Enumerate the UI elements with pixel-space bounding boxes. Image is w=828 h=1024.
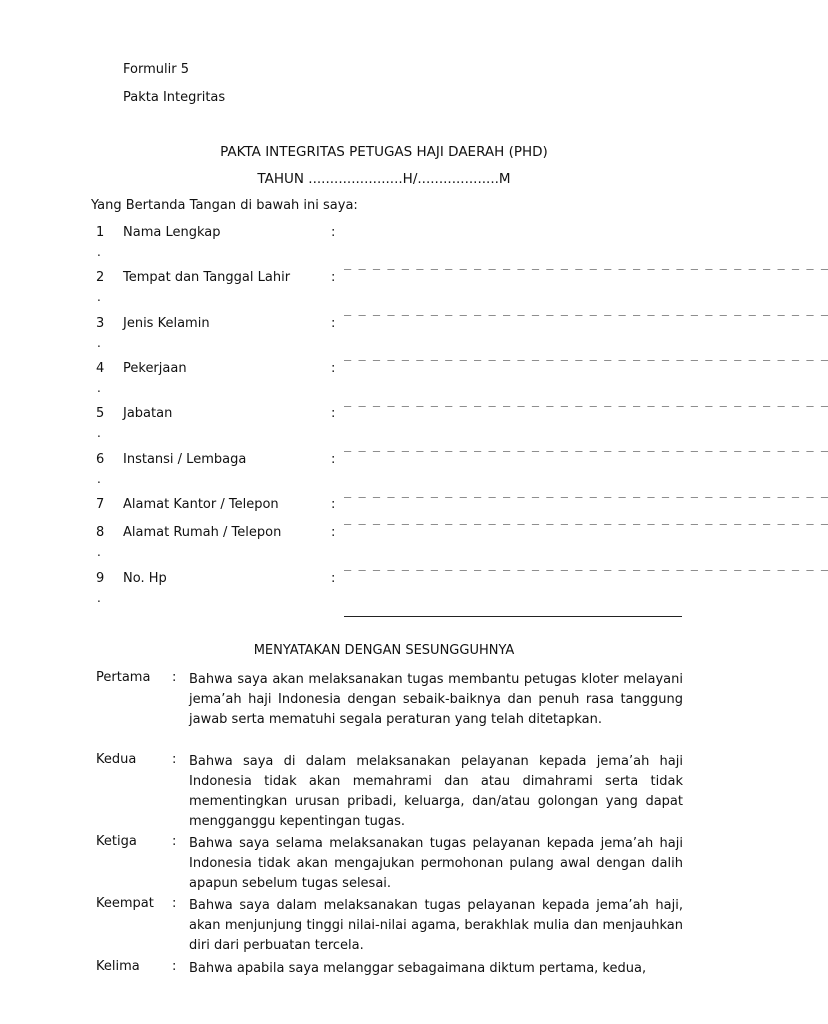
statement-term: Kedua	[96, 752, 137, 767]
field-number: 7	[96, 497, 105, 512]
statement-colon: :	[172, 834, 177, 849]
statement-colon: :	[172, 752, 177, 767]
field-number-dot: .	[97, 336, 101, 350]
blank-line-3[interactable]: _ _ _ _ _ _ _ _ _ _ _ _ _ _ _ _ _ _ _ _ _ _ _ _ _ _ _ _ _ _ _ _ _ _	[344, 347, 828, 361]
field-label: No. Hp	[123, 571, 167, 586]
field-number: 6	[96, 452, 105, 467]
field-colon: :	[331, 452, 336, 467]
field-colon: :	[331, 361, 336, 376]
blank-line-8[interactable]: _ _ _ _ _ _ _ _ _ _ _ _ _ _ _ _ _ _ _ _ _ _ _ _ _ _ _ _ _ _ _ _ _ _	[344, 557, 828, 571]
field-label: Tempat dan Tanggal Lahir	[123, 270, 291, 285]
statement-text: Bahwa saya dalam melaksanakan tugas pelayanan kepada jema’ah haji, akan menjunjung tinggi nilai-nilai agama, berakhlak mulia dan menjauhkan diri dari perbuatan tercela.	[189, 898, 683, 953]
field-number-dot: .	[97, 426, 101, 440]
statement-text: Bahwa saya akan melaksanakan tugas membantu petugas kloter melayani jema’ah haji Indonesia dengan sebaik-baiknya dan penuh rasa tanggung jawab serta mematuhi segala peraturan yang telah ditetapkan.	[189, 672, 683, 727]
field-number: 3	[96, 316, 105, 331]
field-colon: :	[331, 225, 336, 240]
field-colon: :	[331, 406, 336, 421]
form-number: Formulir 5	[123, 62, 189, 77]
field-label: Pekerjaan	[123, 361, 187, 376]
field-colon: :	[331, 270, 336, 285]
field-label: Jabatan	[123, 406, 173, 421]
field-number-dot: .	[97, 545, 101, 559]
field-label: Alamat Kantor / Telepon	[123, 497, 279, 512]
field-number: 9	[96, 571, 105, 586]
field-label: Instansi / Lembaga	[123, 452, 247, 467]
statement-text: Bahwa apabila saya melanggar sebagaimana diktum pertama, kedua,	[189, 961, 647, 976]
field-number-dot: .	[97, 381, 101, 395]
field-label: Alamat Rumah / Telepon	[123, 525, 282, 540]
statement-term: Pertama	[96, 670, 151, 685]
form-name: Pakta Integritas	[123, 90, 226, 105]
statement-text: Bahwa saya di dalam melaksanakan pelayanan kepada jema’ah haji Indonesia tidak akan memahrami dan atau dimahrami serta tidak mementingkan urusan pribadi, keluarga, dan/atau golongan yang dapat mengganggu kepentingan tugas.	[189, 754, 683, 829]
field-number-dot: .	[97, 290, 101, 304]
statement-text: Bahwa saya selama melaksanakan tugas pelayanan kepada jema’ah haji Indonesia tidak akan mengajukan permohonan pulang awal dengan dalih apapun sebelum tugas selesai.	[189, 836, 683, 891]
intro-text: Yang Bertanda Tangan di bawah ini saya:	[91, 198, 358, 213]
statement-term: Keempat	[96, 896, 154, 911]
statement-colon: :	[172, 670, 177, 685]
field-label: Nama Lengkap	[123, 225, 221, 240]
document-title: PAKTA INTEGRITAS PETUGAS HAJI DAERAH (PHD)	[220, 144, 548, 160]
blank-line-7[interactable]: _ _ _ _ _ _ _ _ _ _ _ _ _ _ _ _ _ _ _ _ _ _ _ _ _ _ _ _ _ _ _ _ _ _	[344, 511, 828, 525]
statement-colon: :	[172, 959, 177, 974]
blank-line-6[interactable]: _ _ _ _ _ _ _ _ _ _ _ _ _ _ _ _ _ _ _ _ _ _ _ _ _ _ _ _ _ _ _ _ _ _	[344, 484, 828, 498]
statement-term: Kelima	[96, 959, 140, 974]
declaration-heading: MENYATAKAN DENGAN SESUNGGUHNYA	[253, 643, 515, 658]
field-colon: :	[331, 497, 336, 512]
field-number: 1	[96, 225, 105, 240]
blank-line-9[interactable]	[344, 616, 682, 617]
blank-line-1[interactable]: _ _ _ _ _ _ _ _ _ _ _ _ _ _ _ _ _ _ _ _ _ _ _ _ _ _ _ _ _ _ _ _ _ _	[344, 256, 828, 270]
field-number: 2	[96, 270, 105, 285]
field-number-dot: .	[97, 245, 101, 259]
statement-term: Ketiga	[96, 834, 137, 849]
field-colon: :	[331, 525, 336, 540]
field-label: Jenis Kelamin	[123, 316, 210, 331]
blank-line-2[interactable]: _ _ _ _ _ _ _ _ _ _ _ _ _ _ _ _ _ _ _ _ _ _ _ _ _ _ _ _ _ _ _ _ _ _	[344, 302, 828, 316]
statement-colon: :	[172, 896, 177, 911]
field-colon: :	[331, 316, 336, 331]
document-year: TAHUN ......................H/...................M	[257, 171, 511, 187]
field-number-dot: .	[97, 472, 101, 486]
field-number: 4	[96, 361, 105, 376]
blank-line-5[interactable]: _ _ _ _ _ _ _ _ _ _ _ _ _ _ _ _ _ _ _ _ _ _ _ _ _ _ _ _ _ _ _ _ _ _	[344, 438, 828, 452]
blank-line-4[interactable]: _ _ _ _ _ _ _ _ _ _ _ _ _ _ _ _ _ _ _ _ _ _ _ _ _ _ _ _ _ _ _ _ _ _	[344, 393, 828, 407]
field-colon: :	[331, 571, 336, 586]
field-number: 5	[96, 406, 105, 421]
field-number-dot: .	[97, 591, 101, 605]
field-number: 8	[96, 525, 105, 540]
